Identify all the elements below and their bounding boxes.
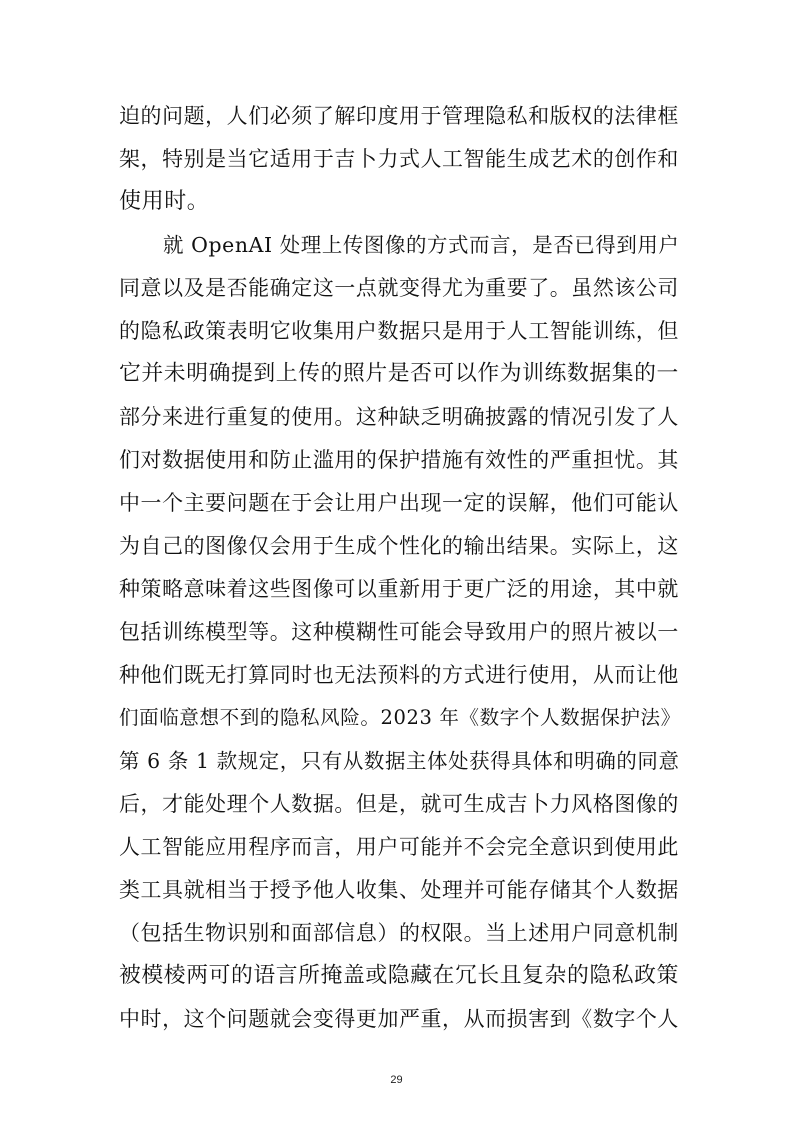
text-line: 架，特别是当它适用于吉卜力式人工智能生成艺术的创作和	[119, 147, 679, 171]
paragraph-first-line: 就 OpenAI 处理上传图像的方式而言，是否已得到用户	[163, 233, 680, 257]
text-line: 类工具就相当于授予他人收集、处理并可能存储其个人数据	[119, 878, 679, 902]
text-line: 部分来进行重复的使用。这种缺乏明确披露的情况引发了人	[119, 405, 679, 429]
text-line: 它并未明确提到上传的照片是否可以作为训练数据集的一	[119, 361, 679, 386]
text-line: 迫的问题，人们必须了解印度用于管理隐私和版权的法律框	[119, 104, 679, 128]
text-line: 包括训练模型等。这种模糊性可能会导致用户的照片被以一	[119, 620, 679, 644]
text-line: 同意以及是否能确定这一点就变得尤为重要了。虽然该公司	[119, 276, 679, 300]
text-line: 第 6 条 1 款规定，只有从数据主体处获得具体和明确的同意	[119, 749, 680, 773]
text-line: 被模棱两可的语言所掩盖或隐藏在冗长且复杂的隐私政策	[119, 963, 679, 988]
text-line: 人工智能应用程序而言，用户可能并不会完全意识到使用此	[119, 835, 679, 859]
text-line: 中时，这个问题就会变得更加严重，从而损害到《数字个人	[119, 1007, 679, 1031]
text-line: 们对数据使用和防止滥用的保护措施有效性的严重担忧。其	[119, 448, 679, 472]
text-line: 的隐私政策表明它收集用户数据只是用于人工智能训练，但	[119, 319, 679, 343]
text-line: 后，才能处理个人数据。但是，就可生成吉卜力风格图像的	[119, 792, 679, 816]
text-line: 为自己的图像仅会用于生成个性化的输出结果。实际上，这	[119, 534, 679, 558]
text-line: （包括生物识别和面部信息）的权限。当上述用户同意机制	[119, 921, 679, 945]
text-line: 种他们既无打算同时也无法预料的方式进行使用，从而让他	[119, 663, 679, 687]
text-line: 中一个主要问题在于会让用户出现一定的误解，他们可能认	[119, 491, 679, 515]
text-line: 们面临意想不到的隐私风险。2023 年《数字个人数据保护法》	[119, 706, 681, 729]
page-number: 29	[390, 1074, 403, 1086]
text-line: 种策略意味着这些图像可以重新用于更广泛的用途，其中就	[119, 577, 679, 601]
text-line: 使用时。	[119, 189, 210, 214]
